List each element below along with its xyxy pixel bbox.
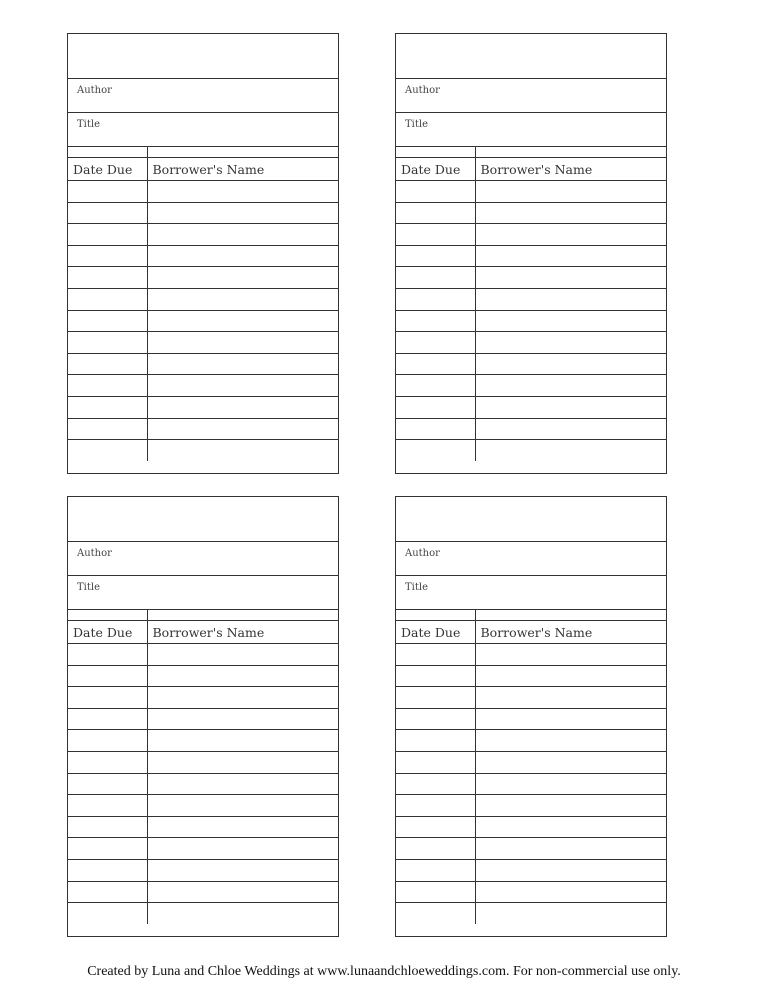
title-field (68, 113, 338, 147)
table-row (396, 267, 666, 289)
table-row (68, 375, 338, 397)
spacer-row (68, 147, 338, 158)
table-row (68, 418, 338, 440)
spacer-row (396, 147, 666, 158)
borrower-name-header: Borrower's Name (147, 621, 338, 644)
table-row (68, 751, 338, 773)
table-header-row (68, 158, 338, 181)
title-label: Title (405, 119, 429, 130)
date-due-header: Date Due (68, 158, 147, 181)
date-due-header: Date Due (68, 621, 147, 644)
table-row (68, 353, 338, 375)
title-field (396, 113, 666, 147)
title-field (68, 576, 338, 610)
date-due-header: Date Due (396, 621, 475, 644)
date-due-header: Date Due (396, 158, 475, 181)
borrow-log-table (68, 158, 338, 461)
table-row (68, 859, 338, 881)
table-row (68, 730, 338, 752)
library-card-2 (395, 33, 667, 474)
table-row (396, 795, 666, 817)
table-header-row (396, 621, 666, 644)
table-row (68, 816, 338, 838)
table-row (68, 181, 338, 203)
library-card-4 (395, 496, 667, 937)
table-row (396, 730, 666, 752)
table-row (68, 795, 338, 817)
table-row (68, 224, 338, 246)
table-row (396, 181, 666, 203)
table-row (396, 353, 666, 375)
card-header (396, 497, 666, 542)
table-header-row (68, 621, 338, 644)
table-row (396, 859, 666, 881)
author-label: Author (77, 548, 112, 559)
table-row (396, 418, 666, 440)
table-row (68, 310, 338, 332)
author-label: Author (405, 85, 440, 96)
author-label: Author (405, 548, 440, 559)
table-header-row (396, 158, 666, 181)
table-row (68, 396, 338, 418)
table-row (68, 838, 338, 860)
borrower-name-header: Borrower's Name (475, 621, 666, 644)
table-row (396, 396, 666, 418)
table-row (68, 708, 338, 730)
borrow-log-table (396, 621, 666, 924)
table-row (396, 665, 666, 687)
author-field (396, 542, 666, 576)
table-row (396, 773, 666, 795)
table-row (396, 310, 666, 332)
table-row (396, 687, 666, 709)
table-row (68, 440, 338, 462)
library-card-3 (67, 496, 339, 937)
table-row (396, 202, 666, 224)
title-label: Title (77, 119, 101, 130)
card-header (68, 497, 338, 542)
borrower-name-header: Borrower's Name (475, 158, 666, 181)
author-field (68, 542, 338, 576)
table-row (396, 751, 666, 773)
table-row (396, 903, 666, 925)
table-row (68, 687, 338, 709)
table-row (68, 665, 338, 687)
table-row (68, 881, 338, 903)
borrow-log-table (68, 621, 338, 924)
table-row (396, 838, 666, 860)
table-row (68, 245, 338, 267)
table-row (396, 708, 666, 730)
table-row (68, 773, 338, 795)
author-field (396, 79, 666, 113)
table-row (68, 267, 338, 289)
library-card-1 (67, 33, 339, 474)
spacer-row (396, 610, 666, 621)
author-field (68, 79, 338, 113)
table-row (396, 224, 666, 246)
footer-credit: Created by Luna and Chloe Weddings at www.lunaandchloeweddings.com. For non-commercial use only. (87, 964, 681, 979)
title-label: Title (77, 582, 101, 593)
table-row (396, 881, 666, 903)
table-row (68, 332, 338, 354)
table-row (396, 644, 666, 666)
table-row (396, 245, 666, 267)
table-row (68, 202, 338, 224)
title-label: Title (405, 582, 429, 593)
card-header (396, 34, 666, 79)
table-row (396, 816, 666, 838)
table-row (68, 288, 338, 310)
borrower-name-header: Borrower's Name (147, 158, 338, 181)
table-row (68, 644, 338, 666)
table-row (396, 288, 666, 310)
borrow-log-table (396, 158, 666, 461)
title-field (396, 576, 666, 610)
table-row (396, 440, 666, 462)
table-row (396, 332, 666, 354)
table-row (396, 375, 666, 397)
author-label: Author (77, 85, 112, 96)
card-header (68, 34, 338, 79)
table-row (68, 903, 338, 925)
spacer-row (68, 610, 338, 621)
